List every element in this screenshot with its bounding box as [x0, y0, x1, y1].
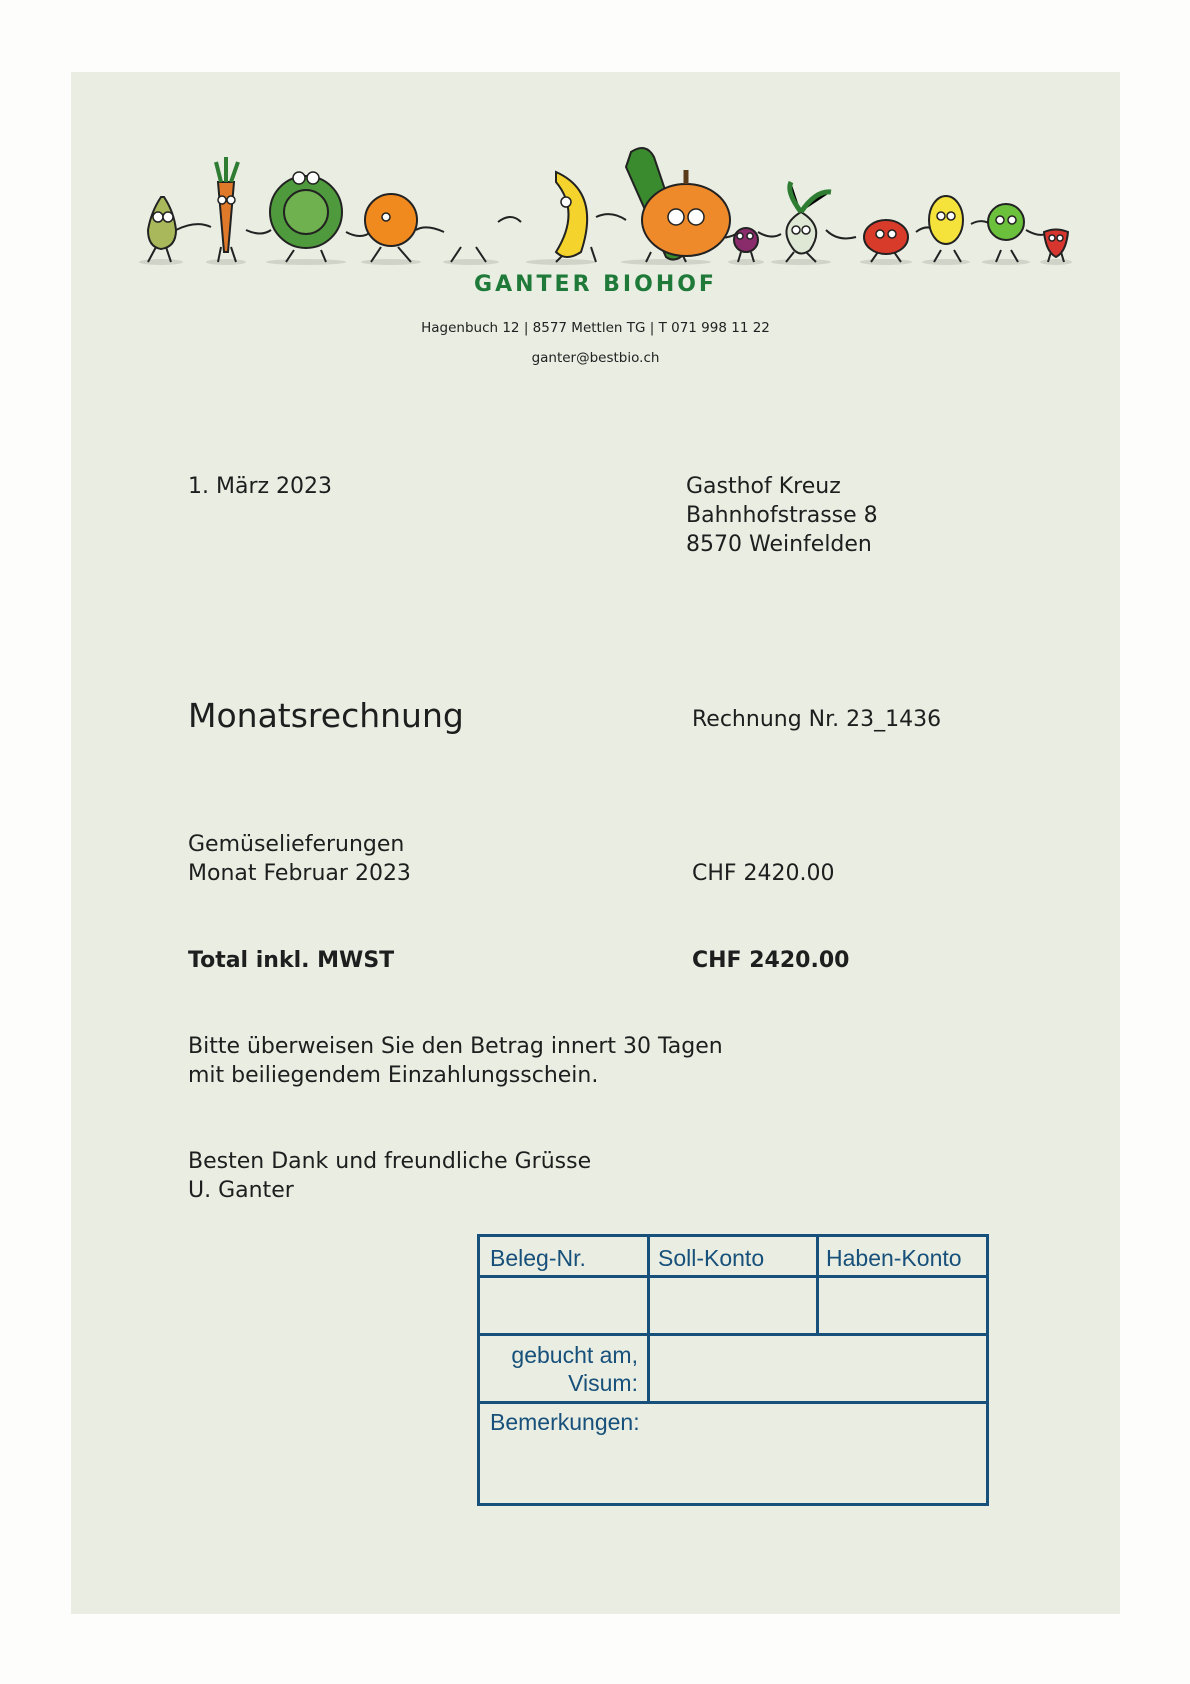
invoice-sheet: [71, 72, 1120, 1614]
remarks-label: Bemerkungen:: [490, 1409, 640, 1435]
recipient-name: Gasthof Kreuz: [686, 474, 841, 499]
signature: U. Ganter: [188, 1178, 294, 1203]
line-item-description: [188, 830, 411, 888]
payment-note-line1: Bitte überweisen Sie den Betrag innert 30 Tagen: [188, 1034, 723, 1059]
soll-konto-field[interactable]: [650, 1278, 816, 1333]
line-item-line1: Gemüselieferungen: [188, 832, 405, 857]
haben-konto-label: Haben-Konto: [826, 1245, 962, 1271]
beleg-nr-field[interactable]: [480, 1278, 647, 1333]
soll-konto-label: Soll-Konto: [658, 1245, 765, 1271]
recipient-address: [686, 472, 878, 559]
payment-note: [188, 1032, 723, 1090]
booked-field[interactable]: [650, 1336, 986, 1401]
remarks-field[interactable]: [480, 1437, 986, 1503]
dancing-vegetables-illustration: [126, 112, 1076, 272]
farm-address: Hagenbuch 12 | 8577 Mettlen TG | T 071 998 11 22: [421, 320, 770, 336]
beleg-nr-label: Beleg-Nr.: [490, 1245, 586, 1271]
haben-konto-field[interactable]: [819, 1278, 986, 1333]
invoice-date: 1. März 2023: [188, 474, 333, 499]
total-label: Total inkl. MWST: [188, 948, 395, 973]
farm-name: GANTER BIOHOF: [474, 272, 717, 297]
document-title: Monatsrechnung: [188, 696, 464, 735]
booking-stamp: [477, 1234, 989, 1506]
line-item-amount: CHF 2420.00: [692, 861, 835, 886]
payment-note-line2: mit beiliegendem Einzahlungsschein.: [188, 1063, 599, 1088]
booked-label: [480, 1341, 638, 1397]
booked-label-line2: Visum:: [568, 1370, 638, 1396]
recipient-street: Bahnhofstrasse 8: [686, 503, 878, 528]
closing-greeting: Besten Dank und freundliche Grüsse: [188, 1149, 592, 1174]
farm-email: ganter@bestbio.ch: [531, 350, 660, 366]
line-item-line2: Monat Februar 2023: [188, 861, 411, 886]
recipient-city: 8570 Weinfelden: [686, 532, 872, 557]
invoice-number: Rechnung Nr. 23_1436: [692, 707, 942, 732]
booked-label-line1: gebucht am,: [511, 1342, 638, 1368]
total-amount: CHF 2420.00: [692, 948, 850, 973]
closing: [188, 1147, 591, 1205]
